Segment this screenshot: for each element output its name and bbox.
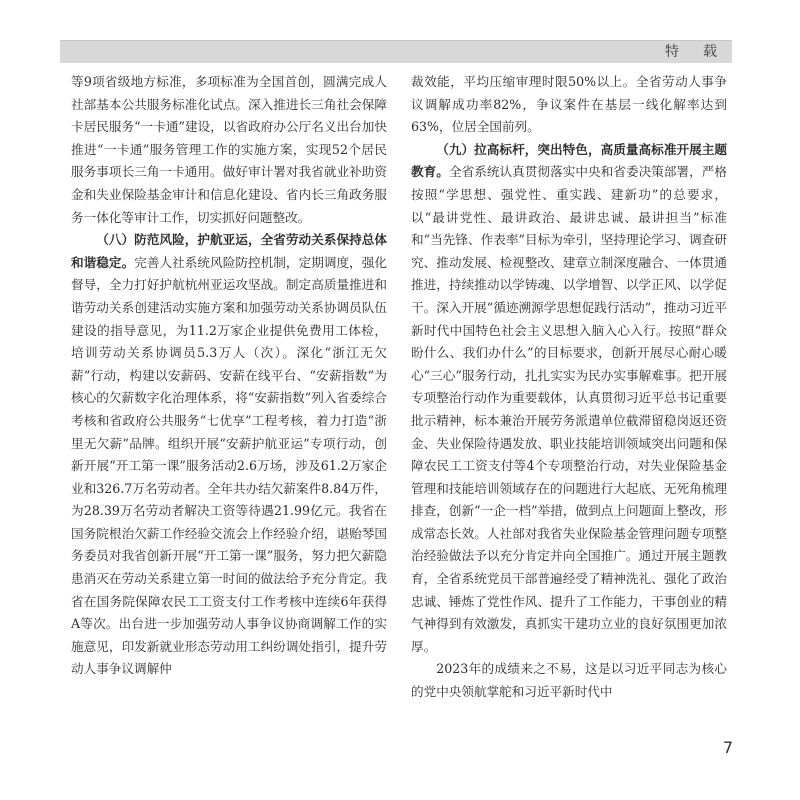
paragraph-text: 等9项省级地方标准，多项标准为全国首创，圆满完成人社部基本公共服务标准化试点。深入推进长三角社会保障卡居民服务“一卡通”建设，以省政府办公厅名义出台加快推进“一卡通”服务管理工作的实施方案，实现52个居民服务事项长三角一卡通用。做好审计署对我省就业补助资金和失业保险基金审计和信息化建设、省内长三角政务服务一体化等审计工作，切实抓好问题整改。: [71, 74, 387, 225]
left-column: [71, 71, 387, 681]
page-number: 7: [722, 738, 733, 757]
paragraph-text: 裁效能，平均压缩审理时限50%以上。全省劳动人事争议调解成功率82%，争议案件在基层一线化解率达到63%，位居全国前列。: [411, 74, 727, 135]
section-header-band: [60, 40, 732, 63]
paragraph-text: 完善人社系统风险防控机制，定期调度，强化督导，全力打好护航杭州亚运攻坚战。制定高质量推进和谐劳动关系创建活动实施方案和加强劳动关系协调员队伍建设的指导意见，为11.2万家企业提供免费用工体检，培训劳动关系协调员5.3万人（次）。深化“浙江无欠薪”行动，构建以安薪码、安薪在线平台、“安薪指数”为核心的欠薪数字化治理体系，将“安薪指数”列入省委综合考核和省政府公共服务“七优享”工程考核，着力打造“浙里无欠薪”品牌。组织开展“安薪护航亚运”专项行动，创新开展“开工第一课”服务活动2.6万场，涉及61.2万家企业和326.7万名劳动者。全年共办结欠薪案件8.84万件，为28.39万名劳动者解决工资等待遇21.99亿元。我省在国务院根治欠薪工作经验交流会上作经验介绍，谌贻琴国务委员对我省创新开展“开工第一课”服务，努力把欠薪隐患消灭在劳动关系建立第一时间的做法给予充分肯定。我省在国务院保障农民工工资支付工作考核中连续6年获得A等次。出台进一步加强劳动人事争议协商调解工作的实施意见，印发新就业形态劳动用工纠纷调处指引，提升劳动人事争议调解仲: [71, 254, 388, 677]
paragraph-section-9: [411, 139, 727, 659]
paragraph-continuation: [411, 71, 727, 139]
right-column: [411, 71, 727, 704]
paragraph-text: 全省系统认真贯彻落实中央和省委决策部署，严格按照“学思想、强党性、重实践、建新功”的总要求，以“最讲党性、最讲政治、最讲忠诚、最讲担当”标准和“当先锋、作表率”目标为牵引，坚持理论学习、调查研究、推动发展、检视整改、建章立制深度融合、一体贯通推进，持续推动以学铸魂、以学增智、以学正风、以学促干。深入开展“循迹溯源学思想促践行活动”，推动习近平新时代中国特色社会主义思想入脑入心入行。按照“群众盼什么、我们办什么”的目标要求，创新开展尽心耐心暖心“三心”服务行动，扎扎实实为民办实事解难事。把开展专项整治行动作为重要载体，认真贯彻习近平总书记重要批示精神，标本兼治开展劳务派遣单位截滞留稳岗返还资金、失业保险待遇发放、职业技能培训领域突出问题和保障农民工工资支付等4个专项整治行动，对失业保险基金管理和技能培训领域存在的问题进行大起底、无死角梳理排查，创新“一企一档”举措，做到点上问题面上整改，形成常态长效。人社部对我省失业保险基金管理问题专项整治经验做法予以充分肯定并向全国推广。通过开展主题教育，全省系统党员干部普遍经受了精神洗礼、强化了政治忠诚、锤炼了党性作风、提升了工作能力，干事创业的精气神得到有效激发，真抓实干建功立业的良好氛围更加浓厚。: [411, 164, 728, 654]
paragraph-section-8: [71, 229, 387, 681]
section-header-label: 特 载: [665, 44, 722, 60]
paragraph-text: 2023年的成绩来之不易，这是以习近平同志为核心的党中央领航掌舵和习近平新时代中: [411, 661, 727, 700]
paragraph-summary: [411, 658, 727, 703]
section-heading: （九）拉高标杆，突出特色，高质量高标准开展主题教育。: [411, 141, 727, 180]
paragraph-continuation: [71, 71, 387, 229]
section-heading: （八）防范风险，护航亚运，全省劳动关系保持总体和谐稳定。: [71, 232, 387, 270]
